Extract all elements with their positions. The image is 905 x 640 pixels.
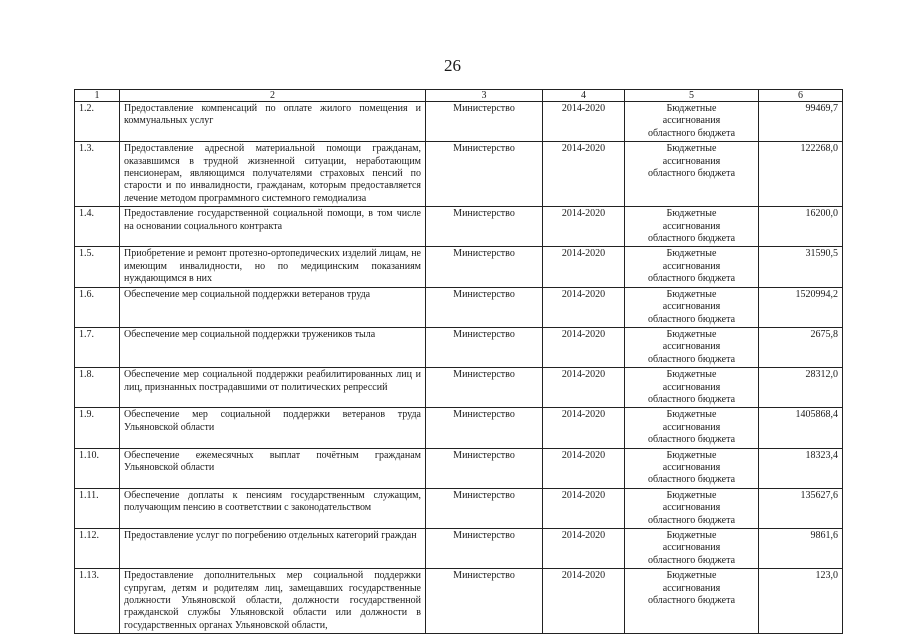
funding-source-line: областного бюджета [647, 353, 736, 365]
row-amount: 2675,8 [759, 327, 843, 367]
row-number: 1.6. [75, 287, 120, 327]
table-row [75, 569, 843, 634]
row-executor: Министерство [426, 287, 543, 327]
funding-source-line: Бюджетные [666, 103, 717, 114]
row-number: 1.13. [75, 569, 120, 634]
funding-source-line: Бюджетные [666, 328, 717, 340]
funding-source-line: Бюджетные [666, 449, 717, 461]
funding-source-line: ассигнования [662, 381, 721, 393]
funding-source-line: Бюджетные [666, 208, 717, 220]
table-body [75, 102, 843, 634]
row-amount: 99469,7 [759, 102, 843, 142]
funding-source-line: Бюджетные [666, 248, 717, 260]
row-amount: 28312,0 [759, 368, 843, 408]
header-col-2: 2 [120, 90, 426, 102]
row-funding-source [625, 529, 759, 569]
header-col-6: 6 [759, 90, 843, 102]
row-number: 1.2. [75, 102, 120, 142]
row-period: 2014-2020 [543, 142, 625, 207]
row-executor: Министерство [426, 102, 543, 142]
row-funding-source [625, 327, 759, 367]
page-number: 26 [444, 56, 461, 75]
row-measure-name: Обеспечение мер социальной поддержки ветеранов труда [120, 287, 426, 327]
row-measure-name: Обеспечение мер социальной поддержки тружеников тыла [120, 327, 426, 367]
funding-source-line: областного бюджета [647, 474, 736, 486]
funding-source-line: Бюджетные [666, 409, 717, 421]
table-row [75, 488, 843, 528]
table-row [75, 448, 843, 488]
row-amount: 1405868,4 [759, 408, 843, 448]
funding-source-line: областного бюджета [647, 595, 736, 607]
funding-source-line: ассигнования [662, 582, 721, 594]
row-amount: 1520994,2 [759, 287, 843, 327]
header-col-1: 1 [75, 90, 120, 102]
row-amount: 123,0 [759, 569, 843, 634]
row-executor: Министерство [426, 142, 543, 207]
table-row [75, 529, 843, 569]
row-funding-source [625, 448, 759, 488]
funding-source-line: Бюджетные [666, 369, 717, 381]
row-period: 2014-2020 [543, 247, 625, 287]
row-number: 1.3. [75, 142, 120, 207]
funding-source-line: областного бюджета [647, 554, 736, 566]
funding-source-line: Бюджетные [666, 570, 717, 582]
row-measure-name: Предоставление государственной социальной помощи, в том числе на основании социального контракта [120, 207, 426, 247]
row-period: 2014-2020 [543, 408, 625, 448]
funding-source-line: ассигнования [662, 260, 721, 272]
funding-source-line: ассигнования [662, 461, 721, 473]
row-measure-name: Приобретение и ремонт протезно-ортопедических изделий лицам, не имеющим инвалидности, но по медицинским показаниям нуждающимся в них [120, 247, 426, 287]
row-funding-source [625, 102, 759, 142]
funding-source-line: ассигнования [662, 115, 721, 127]
row-period: 2014-2020 [543, 368, 625, 408]
row-measure-name: Обеспечение ежемесячных выплат почётным гражданам Ульяновской области [120, 448, 426, 488]
row-funding-source [625, 368, 759, 408]
funding-source-line: областного бюджета [647, 127, 736, 139]
row-period: 2014-2020 [543, 488, 625, 528]
table-row [75, 102, 843, 142]
row-period: 2014-2020 [543, 448, 625, 488]
row-period: 2014-2020 [543, 529, 625, 569]
row-measure-name: Предоставление дополнительных мер социальной поддержки супругам, детям и родителям лиц, замещавших государственные должности Ульяновской области, должности государственной гражданской службы Ульяновской области или должности в государственных органах Ульяновской области, [120, 569, 426, 634]
row-executor: Министерство [426, 448, 543, 488]
funding-source-line: Бюджетные [666, 489, 717, 501]
table-row [75, 142, 843, 207]
table-row [75, 368, 843, 408]
row-executor: Министерство [426, 207, 543, 247]
row-funding-source [625, 408, 759, 448]
row-measure-name: Обеспечение мер социальной поддержки ветеранов труда Ульяновской области [120, 408, 426, 448]
row-executor: Министерство [426, 488, 543, 528]
row-executor: Министерство [426, 408, 543, 448]
funding-source-line: Бюджетные [666, 530, 717, 541]
table-row [75, 207, 843, 247]
funding-source-line: ассигнования [662, 301, 721, 313]
row-executor: Министерство [426, 529, 543, 569]
funding-source-line: областного бюджета [647, 434, 736, 446]
funding-source-line: ассигнования [662, 421, 721, 433]
row-period: 2014-2020 [543, 569, 625, 634]
funding-source-line: областного бюджета [647, 313, 736, 325]
row-period: 2014-2020 [543, 207, 625, 247]
row-amount: 135627,6 [759, 488, 843, 528]
row-funding-source [625, 488, 759, 528]
funding-source-line: областного бюджета [647, 273, 736, 285]
funding-source-line: Бюджетные [666, 288, 717, 300]
row-number: 1.10. [75, 448, 120, 488]
table-row [75, 327, 843, 367]
row-amount: 18323,4 [759, 448, 843, 488]
funding-source-line: областного бюджета [647, 514, 736, 526]
row-amount: 9861,6 [759, 529, 843, 569]
row-measure-name: Обеспечение доплаты к пенсиям государственным служащим, получающим пенсию в соответствии с законодательством [120, 488, 426, 528]
row-executor: Министерство [426, 327, 543, 367]
row-funding-source [625, 287, 759, 327]
funding-source-line: ассигнования [662, 220, 721, 232]
row-amount: 122268,0 [759, 142, 843, 207]
row-number: 1.4. [75, 207, 120, 247]
header-col-3: 3 [426, 90, 543, 102]
header-col-5: 5 [625, 90, 759, 102]
row-measure-name: Обеспечение мер социальной поддержки реабилитированных лиц и лиц, признанных пострадавшими от политических репрессий [120, 368, 426, 408]
row-number: 1.9. [75, 408, 120, 448]
row-executor: Министерство [426, 247, 543, 287]
row-number: 1.12. [75, 529, 120, 569]
budget-table [74, 89, 843, 634]
row-funding-source [625, 207, 759, 247]
row-executor: Министерство [426, 368, 543, 408]
table-header-row [75, 90, 843, 102]
row-measure-name: Предоставление адресной материальной помощи гражданам, оказавшимся в трудной жизненной ситуации, неработающим пенсионерам, являющимся получателями страховых пенсий по старости и по инвалидности, гражданам, которым предоставляется лечение методом программного системного гемодиализа [120, 142, 426, 207]
row-measure-name: Предоставление компенсаций по оплате жилого помещения и коммунальных услуг [120, 102, 426, 142]
funding-source-line: ассигнования [662, 542, 721, 554]
header-col-4: 4 [543, 90, 625, 102]
funding-source-line: областного бюджета [647, 168, 736, 180]
funding-source-line: ассигнования [662, 341, 721, 353]
row-period: 2014-2020 [543, 327, 625, 367]
row-funding-source [625, 569, 759, 634]
row-number: 1.5. [75, 247, 120, 287]
funding-source-line: ассигнования [662, 502, 721, 514]
row-period: 2014-2020 [543, 287, 625, 327]
funding-source-line: Бюджетные [666, 143, 717, 155]
row-number: 1.11. [75, 488, 120, 528]
table-row [75, 408, 843, 448]
table-row [75, 247, 843, 287]
funding-source-line: областного бюджета [647, 233, 736, 245]
row-amount: 31590,5 [759, 247, 843, 287]
table-row [75, 287, 843, 327]
row-number: 1.7. [75, 327, 120, 367]
row-number: 1.8. [75, 368, 120, 408]
row-amount: 16200,0 [759, 207, 843, 247]
funding-source-line: ассигнования [662, 155, 721, 167]
row-measure-name: Предоставление услуг по погребению отдельных категорий граждан [120, 529, 426, 569]
funding-source-line: областного бюджета [647, 393, 736, 405]
row-period: 2014-2020 [543, 102, 625, 142]
row-executor: Министерство [426, 569, 543, 634]
row-funding-source [625, 142, 759, 207]
row-funding-source [625, 247, 759, 287]
